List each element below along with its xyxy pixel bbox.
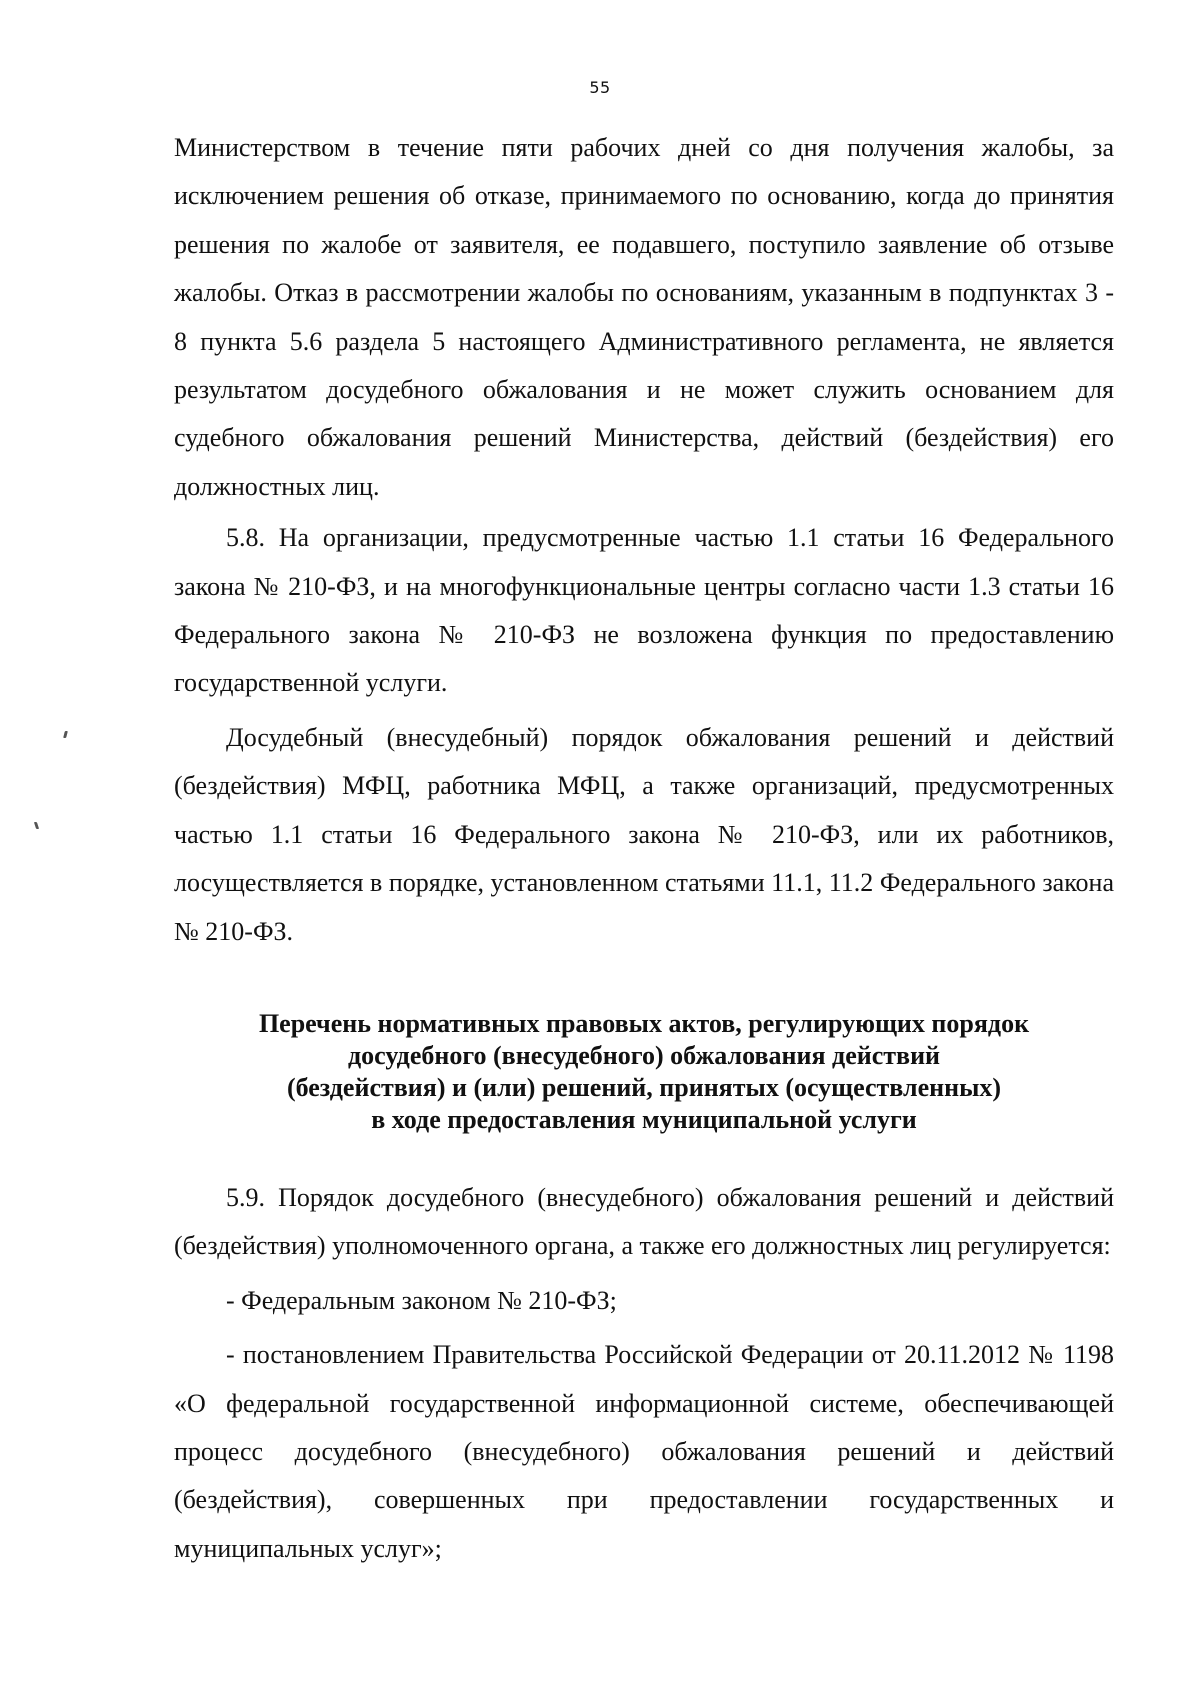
heading-line: в ходе предоставления муниципальной услуги bbox=[371, 1104, 917, 1134]
heading-line: досудебного (внесудебного) обжалования действий bbox=[347, 1040, 941, 1070]
paragraph-mfc-appeal-procedure: Досудебный (внесудебный) порядок обжалования решений и действий (бездействия) МФЦ, работника МФЦ, а также организаций, предусмотренных частью 1.1 статьи 16 Федерального закона № 210-ФЗ, или их работников, лосуществляется в порядке, установленном статьями 11.1, 11.2 Федерального закона № 210-ФЗ. bbox=[174, 722, 1114, 946]
paragraph-5-8: 5.8. На организации, предусмотренные частью 1.1 статьи 16 Федерального закона № 210-ФЗ, и на многофункциональные центры согласно части 1.3 статьи 16 Федерального закона № 210-ФЗ не возложена функция по предоставлению государственной услуги. bbox=[174, 523, 1114, 698]
scan-mark bbox=[63, 731, 68, 738]
page-number: 55 bbox=[589, 78, 611, 97]
heading-line: Перечень нормативных правовых актов, регулирующих порядок bbox=[258, 1008, 1030, 1038]
list-item-federal-law: - Федеральным законом № 210-ФЗ; bbox=[226, 1285, 617, 1315]
document-body bbox=[174, 124, 1114, 1573]
paragraph-complaint-decision: Министерством в течение пяти рабочих дней со дня получения жалобы, за исключением решения об отказе, принимаемого по основанию, когда до принятия решения по жалобе от заявителя, ее подавшего, поступило заявление об отзыве жалобы. Отказ в рассмотрении жалобы по основаниям, указанным в подпунктах 3 - 8 пункта 5.6 раздела 5 настоящего Административного регламента, не является результатом досудебного обжалования и не может служить основанием для судебного обжалования решений Министерства, действий (бездействия) его должностных лиц. bbox=[174, 133, 1114, 501]
section-heading bbox=[174, 1008, 1114, 1136]
heading-line: (бездействия) и (или) решений, принятых (осуществленных) bbox=[286, 1072, 1002, 1102]
list-item-government-decree: - постановлением Правительства Российской Федерации от 20.11.2012 № 1198 «О федеральной государственной информационной системе, обеспечивающей процесс досудебного (внесудебного) обжалования решений и действий (бездействия), совершенных при предоставлении государственных и муниципальных услуг»; bbox=[174, 1340, 1114, 1563]
paragraph-5-9: 5.9. Порядок досудебного (внесудебного) обжалования решений и действий (бездействия) уполномоченного органа, а также его должностных лиц регулируется: bbox=[174, 1182, 1114, 1261]
scan-mark bbox=[34, 822, 39, 829]
